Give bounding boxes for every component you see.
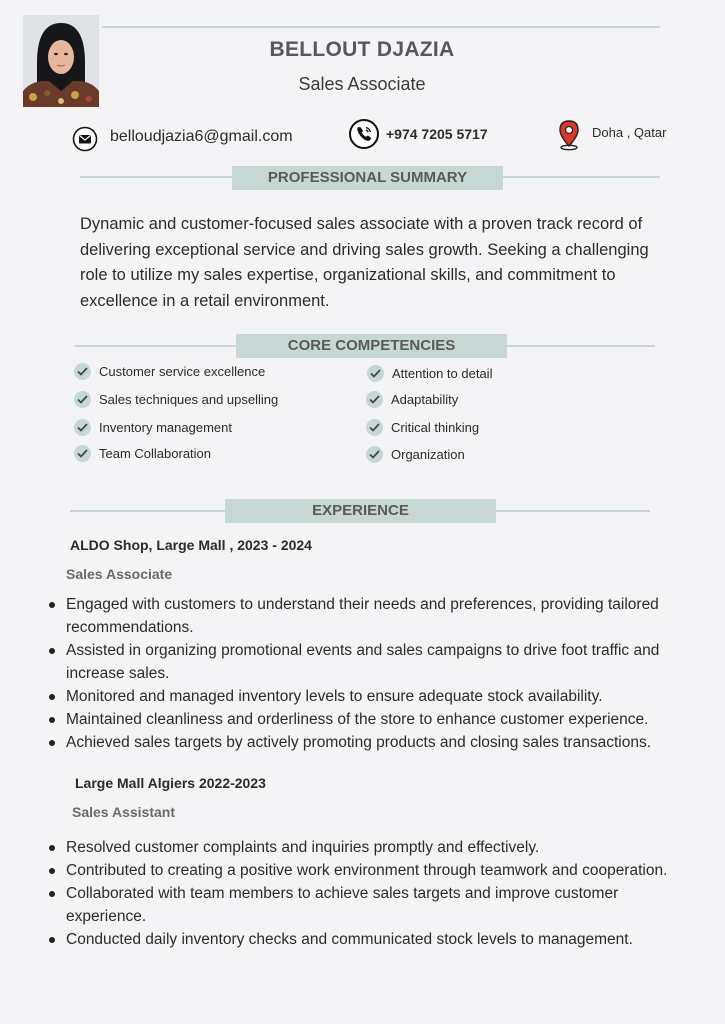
skill-label: Customer service excellence [99, 364, 266, 379]
check-icon [367, 365, 384, 382]
section-title-experience: EXPERIENCE [225, 499, 496, 523]
job-bullets [48, 593, 668, 754]
check-icon [366, 419, 383, 436]
skill-item [367, 365, 492, 382]
skill-label: Team Collaboration [99, 446, 212, 461]
profile-photo [23, 15, 99, 107]
phone-icon [348, 118, 380, 150]
section-title-summary: PROFESSIONAL SUMMARY [232, 166, 503, 190]
skill-label: Inventory management [99, 420, 232, 435]
list-item: Maintained cleanliness and orderliness of the store to enhance customer experience. [48, 708, 668, 731]
job-role: Sales Assistant [72, 804, 175, 820]
section-title-competencies: CORE COMPETENCIES [236, 334, 507, 358]
check-icon [74, 391, 91, 408]
skill-item [366, 419, 479, 436]
check-icon [74, 419, 91, 436]
summary-text: Dynamic and customer-focused sales associate with a proven track record of delivering exceptional service and driving sales growth. Seeking a challenging role to utilize my sales expertise, organizational skills, and commitment to excellence in a retail environment. [80, 215, 649, 310]
envelope-icon [72, 126, 98, 152]
list-item: Monitored and managed inventory levels to ensure adequate stock availability. [48, 685, 668, 708]
portrait-image [23, 15, 99, 107]
skill-item [366, 391, 458, 408]
list-item: Resolved customer complaints and inquiries promptly and effectively. [48, 836, 668, 859]
job-role: Sales Associate [66, 566, 173, 582]
list-item: Engaged with customers to understand their needs and preferences, providing tailored recommendations. [48, 593, 668, 639]
map-pin-icon [556, 119, 582, 151]
check-icon [366, 391, 383, 408]
skill-item [74, 419, 232, 436]
candidate-name: BELLOUT DJAZIA [269, 38, 455, 61]
check-icon [74, 445, 91, 462]
skill-label: Adaptability [391, 392, 459, 407]
job-bullets [48, 836, 668, 951]
skill-item [74, 391, 278, 408]
list-item: Conducted daily inventory checks and communicated stock levels to management. [48, 928, 668, 951]
phone-number[interactable]: +974 7205 5717 [386, 126, 488, 142]
job-heading: Large Mall Algiers 2022-2023 [75, 775, 266, 791]
skill-item [74, 363, 265, 380]
list-item: Contributed to creating a positive work environment through teamwork and cooperation. [48, 859, 668, 882]
skill-label: Organization [391, 447, 465, 462]
header-divider [102, 26, 660, 28]
skill-label: Attention to detail [392, 366, 493, 381]
list-item: Achieved sales targets by actively promoting products and closing sales transactions. [48, 731, 668, 754]
skill-label: Critical thinking [391, 420, 480, 435]
check-icon [74, 363, 91, 380]
list-item: Assisted in organizing promotional events and sales campaigns to drive foot traffic and increase sales. [48, 639, 668, 685]
skill-item [74, 445, 211, 462]
email-address[interactable]: belloudjazia6@gmail.com [110, 128, 293, 145]
skill-item [366, 446, 465, 463]
check-icon [366, 446, 383, 463]
job-title: Sales Associate [298, 74, 426, 94]
job-heading: ALDO Shop, Large Mall , 2023 - 2024 [70, 537, 312, 553]
skill-label: Sales techniques and upselling [99, 392, 279, 407]
list-item: Collaborated with team members to achieve sales targets and improve customer experience. [48, 882, 668, 928]
location: Doha , Qatar [592, 125, 667, 140]
